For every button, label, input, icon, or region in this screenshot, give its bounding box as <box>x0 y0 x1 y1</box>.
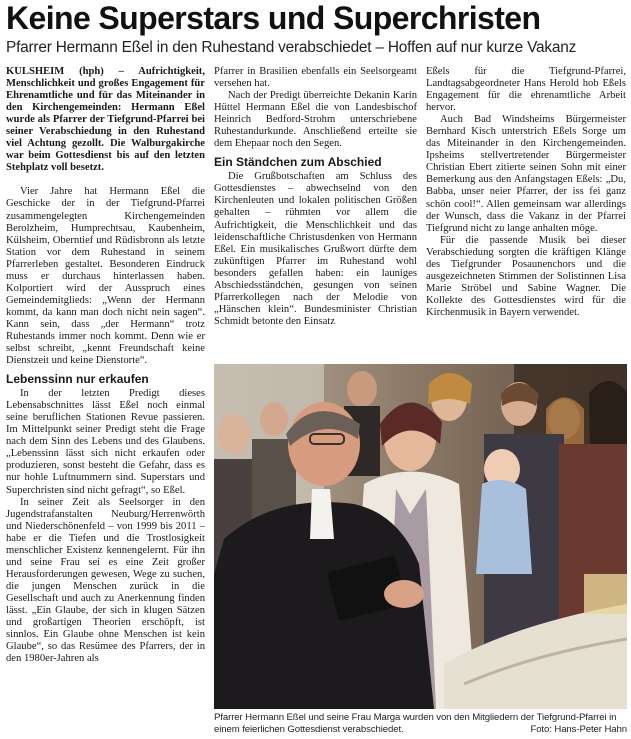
paragraph: Auch Bad Windsheims Bürgermeister Bernhard Kisch unterstrich Eßels Sorge um das Miteinander in den Kirchengemeinden. Ipsheims stellvertretender Bürgermeister Christian Ebert zitierte seinen Sohn mit einer Bemerkung aus den Anfangstagen Eßels: „Du, Babba, unser neier Pfarrer, der iss fei ganz schön cool!“. Allen gemeinsam war allerdings der Wunsch, dass die Vakanz in der Pfarrei Tiefgrund nicht zu lange anhalten möge. <box>426 114 626 234</box>
paragraph: In seiner Zeit als Seelsorger in den Jugendstrafanstalten Neuburg/Herrenwörth und Niederschönenfeld – von 1999 bis 2011 – habe er die Tiefen und die Trostlosigkeit menschlicher Existenz kennengelernt. Für ihn und seine Frau sei es eine Zeit großer Herausforderungen gewesen, Wege zu suchen, die jungen Menschen zurück in die Gesellschaft und auch zu Anerkennung finden lässt. „Ein Glaube, der sich in klugen Sätzen und großartigen Theorien erschöpft, ist sinnlos. Ein Glaube ohne Menschen ist kein Glaube“, so das Resümee des Pfarrers, der in den 1980er-Jahren als <box>6 496 205 665</box>
subheading-lebenssinn: Lebenssinn nur erkaufen <box>6 372 149 387</box>
article-column-2 <box>214 66 417 362</box>
paragraph: Eßels für die Tiefgrund-Pfarrei, Landtagsabgeordneter Hans Herold hob Eßels Engagement für die ehrenamtliche Arbeit hervor. <box>426 66 626 114</box>
paragraph: Pfarrer in Brasilien ebenfalls ein Seelsorgeamt versehen hat. <box>214 66 417 90</box>
lead-paragraph: KÜLSHEIM (hph) – Aufrichtigkeit, Menschlichkeit und großes Engagement für Ehrenamtliche und für das Miteinander in den Kirchengemeinden: Hermann Eßel wurde als Pfarrer der Tiefgrund-Pfarrei bei seiner Verabschiedung in den Ruhestand viel Achtung gezollt. Die Walburgakirche war beim Gottesdienst bis auf den letzten Stehplatz voll besetzt. <box>6 66 205 174</box>
article-column-3 <box>426 66 626 362</box>
photo-caption <box>214 712 627 735</box>
paragraph: In der letzten Predigt dieses Lebensabschnittes lässt Eßel noch einmal seine beruflichen Stationen Revue passieren. Im Mittelpunkt seiner Predigt steht die Frage nach dem Sinn des Lebens und des Glaubens. „Lebenssinn lässt sich nicht erkaufen oder produzieren, sonst besteht die Gefahr, dass es nur hohle Luftnummern sind. Superstars und Superchristen sind nicht gefragt“, so Eßel. <box>6 388 205 496</box>
photo-credit: Foto: Hans-Peter Hahn <box>530 723 627 735</box>
article-photo <box>214 364 627 709</box>
caption-text: Pfarrer Hermann Eßel und seine Frau Marga wurden von den Mitgliedern der Tiefgrund-Pfarrei in einem feierlichen Gottesdienst verabschiedet. <box>214 712 617 735</box>
paragraph: Für die passende Musik bei dieser Verabschiedung sorgten die kräftigen Klänge des Tiefgrunder Posaunenchors und die ausgezeichneten Stimmen der Solistinnen Lisa Marie Ströbel und Sabine Wagner. Die Kollekte des Gottesdienstes wird für die Kirchenmusik in Bayern verwendet. <box>426 234 626 318</box>
subheading-staendchen: Ein Ständchen zum Abschied <box>214 155 382 170</box>
paragraph: Vier Jahre hat Hermann Eßel die Geschicke der in der Tiefgrund-Pfarrei zusammengelegten Kirchengemeinden Berolzheim, Humprechtsau, Kaubenheim, Külsheim, Oberntief und Rüdisbronn als letzte Station vor dem Ruhestand in seinem Pfarrerleben gestaltet. Besonderen Eindruck muss er durchaus hinterlassen haben. Kolportiert wird der Ausspruch eines Gemeindemitglieds: „Wenn der Hermann kommt, da kann man doch nicht nein sagen“. Kann sein, dass „der Hermann“ trotz Ruhestands immer noch kommt. Denn wie er selbst schreibt, „kennt Freundschaft keine Dienstzeit und keine Dienstorte“. <box>6 186 205 367</box>
paragraph: Die Grußbotschaften am Schluss des Gottesdienstes – abwechselnd von den Kirchenleuten und lokalen politischen Größen gehalten – rühmten vor allem die Aufrichtigkeit, die Menschlichkeit und das leidenschaftliche Christusdenken von Hermann Eßel. Ein musikalisches Grußwort dürfte dem zukünftigen Pfarrer im Ruhestand wohl besonders gefallen haben: ein launiges Abschiedsständchen, gesungen von seinen Pfarrerkollegen nach der Melodie von „Hänschen klein“. Bundesminister Christian Schmidt betonte den Einsatz <box>214 171 417 327</box>
headline: Keine Superstars und Superchristen <box>6 0 541 36</box>
article-column-1 <box>6 66 205 739</box>
subheadline: Pfarrer Hermann Eßel in den Ruhestand verabschiedet – Hoffen auf nur kurze Vakanz <box>6 39 577 56</box>
paragraph: Nach der Predigt überreichte Dekanin Karin Hüttel Hermann Eßel die von Landesbischof Heinrich Bedford-Strohm unterschriebene Ruhestandurkunde. Anschließend erteilte sie dem Ehepaar noch den Segen. <box>214 90 417 150</box>
photo-illustration <box>214 364 627 709</box>
